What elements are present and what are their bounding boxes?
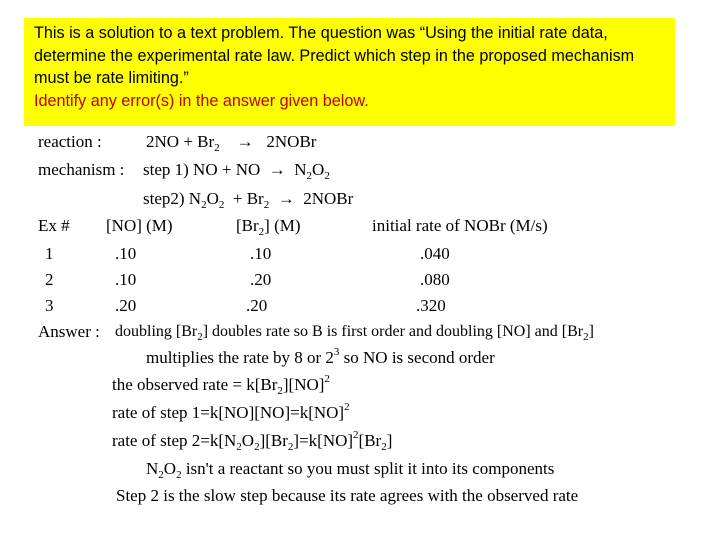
cell-br: .10 (250, 244, 272, 263)
answer-line-7: Step 2 is the slow step because its rate agrees with the observed rate (116, 486, 579, 505)
mechanism-label: mechanism : (38, 160, 125, 179)
cell-no: .10 (115, 270, 137, 289)
cell-rate: .040 (420, 244, 450, 263)
question-text: This is a solution to a text problem. The question was “Using the initial rate data, determine the experimental rate law. Predict which step in the proposed mechanism must be rate limiting.” (34, 24, 635, 87)
answer-line-6: $N_2O_2$ isn't a reactant so you must split it into its components (146, 459, 555, 481)
cell-ex: 2 (45, 270, 54, 289)
reaction-label: reaction : (38, 132, 102, 151)
cell-rate: .320 (416, 296, 446, 315)
mechanism-step1: step 1) NO + NO → $N_2O_2$ (143, 160, 330, 182)
cell-no: .10 (115, 244, 137, 263)
answer-label: Answer : (38, 322, 100, 341)
table-header-br: $[Br_2]$ (M) (236, 216, 301, 238)
answer-line-2: multiplies the rate by 8 or $2^3$ so NO is second order (146, 346, 495, 367)
cell-rate: .080 (420, 270, 450, 289)
cell-br: .20 (250, 270, 272, 289)
instruction-text: Identify any error(s) in the answer given below. (34, 91, 369, 110)
table-header-rate: initial rate of NOBr (M/s) (372, 216, 548, 235)
answer-line-4: rate of step 1=k[NO][NO]=k[NO]$^2$ (112, 401, 350, 422)
table-header-no: [NO] (M) (106, 216, 173, 235)
question-banner (24, 18, 675, 126)
cell-no: .20 (115, 296, 137, 315)
cell-br: .20 (246, 296, 268, 315)
answer-line-3: the observed rate = $k[Br_2][NO]^2$ (112, 373, 330, 397)
reaction-equation: $2NO + Br_2$ → 2NOBr (146, 132, 317, 154)
answer-line-5: rate of step $2=k[N_2O_2][Br_2]=k[NO]^2[Br_2]$ (112, 429, 393, 453)
cell-ex: 3 (45, 296, 54, 315)
table-header-ex: Ex # (38, 216, 70, 235)
answer-line-1: doubling $[Br_2]$ doubles rate so B is first order and doubling [NO] and $[Br_2]$ (115, 323, 594, 343)
mechanism-step2: step2) $N_2O_2 + Br_2$ → 2NOBr (143, 189, 354, 211)
banner-text (34, 22, 664, 112)
cell-ex: 1 (45, 244, 54, 263)
